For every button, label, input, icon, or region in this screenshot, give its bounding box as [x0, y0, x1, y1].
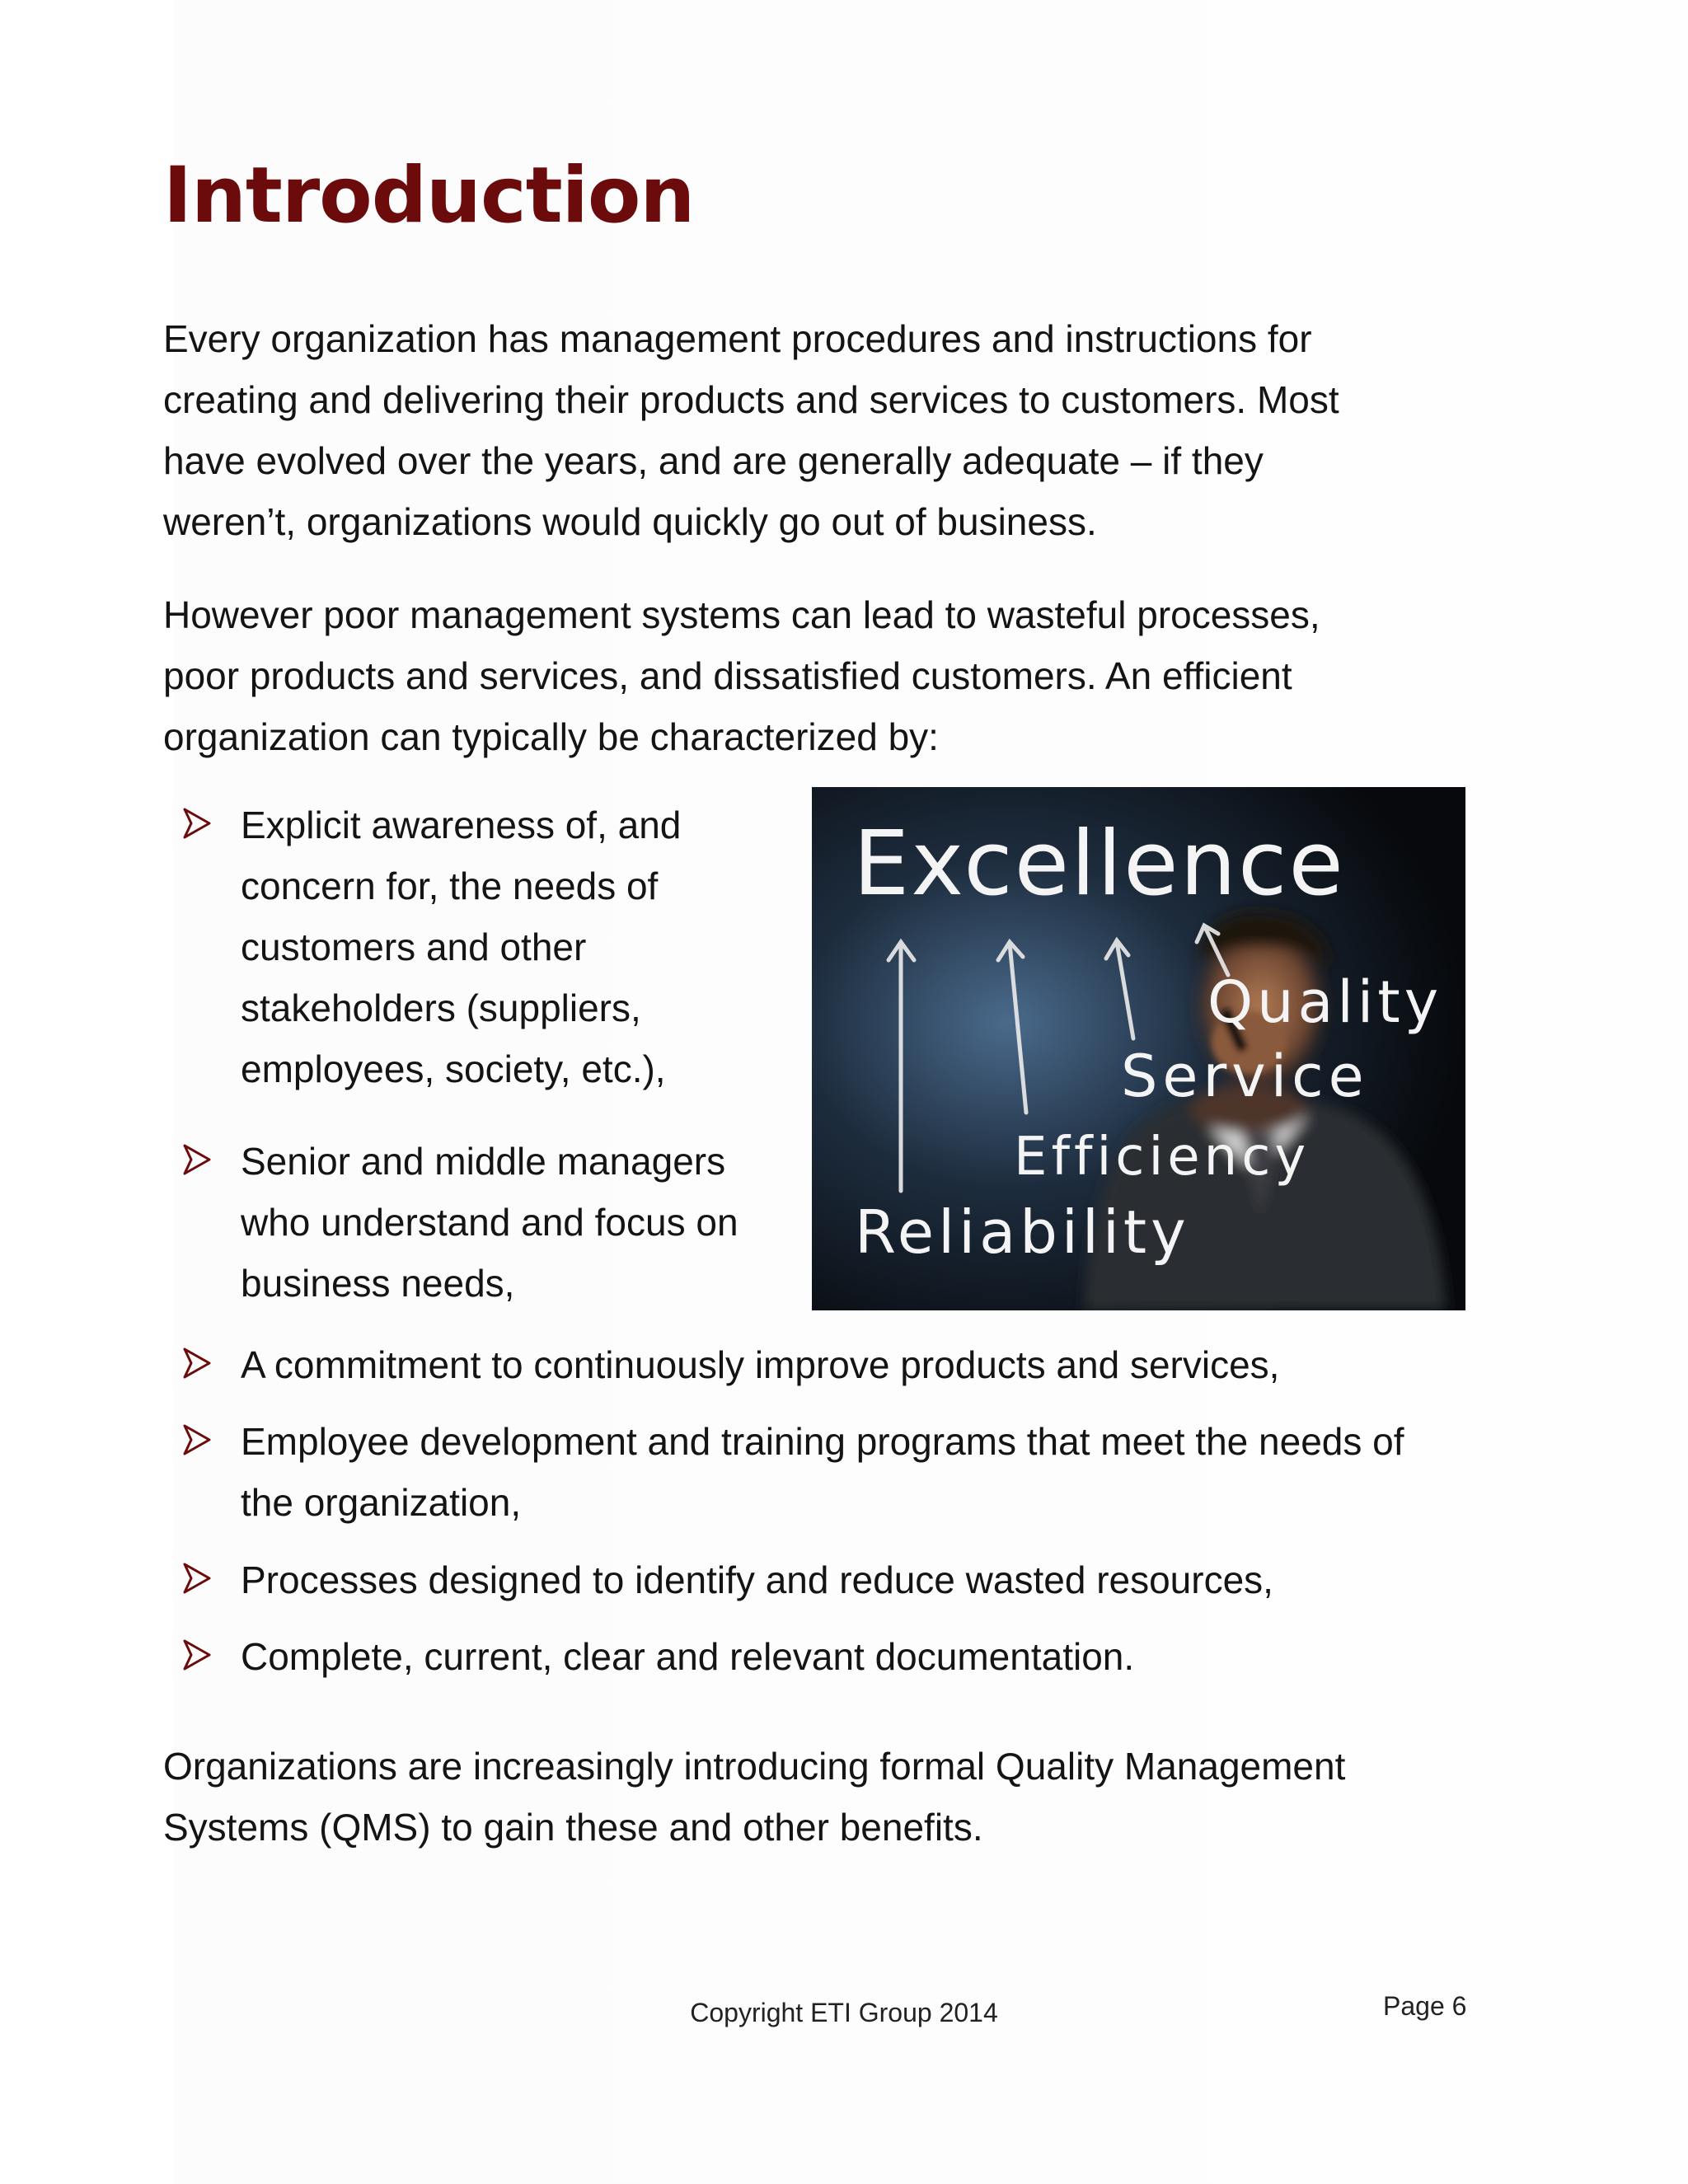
list-item-line: who understand and focus on — [241, 1201, 738, 1244]
arrowhead-bullet-icon — [183, 1563, 211, 1594]
word-quality: Quality — [1207, 968, 1443, 1036]
word-service: Service — [1121, 1043, 1369, 1110]
paragraph-line: creating and delivering their products and services to customers. Most — [163, 378, 1339, 421]
excellence-photo-graphic — [812, 787, 1465, 1310]
list-item-line: business needs, — [241, 1262, 515, 1305]
paragraph-line: However poor management systems can lead to wasteful processes, — [163, 593, 1320, 636]
paragraph-line: Organizations are increasingly introducing formal Quality Management — [163, 1745, 1346, 1788]
list-item-line: Complete, current, clear and relevant documentation. — [241, 1635, 1135, 1678]
footer-copyright: Copyright ETI Group 2014 — [690, 1998, 998, 2027]
paragraph-line: Every organization has management procedures and instructions for — [163, 317, 1312, 360]
list-item-line: Employee development and training programs that meet the needs of — [241, 1420, 1404, 1463]
word-excellence: Excellence — [853, 813, 1345, 916]
list-item-text — [241, 1131, 738, 1314]
word-efficiency: Efficiency — [1014, 1127, 1311, 1188]
list-item-line: Senior and middle managers — [241, 1140, 726, 1183]
paragraph-line: poor products and services, and dissatisfied customers. An efficient — [163, 654, 1292, 697]
list-item-line: stakeholders (suppliers, — [241, 987, 641, 1029]
list-item-line: concern for, the needs of — [241, 865, 659, 907]
paragraph-line: weren’t, organizations would quickly go out of business. — [163, 500, 1097, 543]
intro-paragraph-2 — [163, 584, 1320, 767]
list-item-line: Processes designed to identify and reduce wasted resources, — [241, 1558, 1273, 1601]
paragraph-line: Systems (QMS) to gain these and other benefits. — [163, 1806, 983, 1849]
list-item-line: Explicit awareness of, and — [241, 804, 682, 846]
footer-page-number: Page 6 — [1383, 1991, 1467, 2021]
closing-paragraph — [163, 1736, 1345, 1858]
list-item-text — [241, 794, 681, 1099]
paragraph-line: organization can typically be characterized by: — [163, 715, 939, 758]
arrowhead-bullet-icon — [183, 808, 211, 839]
word-reliability: Reliability — [855, 1197, 1190, 1267]
arrowhead-bullet-icon — [183, 1347, 211, 1379]
list-item-text — [241, 1411, 1404, 1533]
arrowhead-bullet-icon — [183, 1144, 211, 1175]
arrowhead-bullet-icon — [183, 1639, 211, 1671]
list-item-line: customers and other — [241, 926, 587, 968]
list-item-text — [241, 1549, 1273, 1610]
arrowhead-bullet-icon — [183, 1424, 211, 1455]
paragraph-line: have evolved over the years, and are generally adequate – if they — [163, 439, 1264, 482]
list-item-line: the organization, — [241, 1481, 522, 1524]
list-item-line: A commitment to continuously improve products and services, — [241, 1343, 1280, 1386]
list-item-text — [241, 1334, 1279, 1395]
list-item-line: employees, society, etc.), — [241, 1047, 666, 1090]
list-item-text — [241, 1626, 1134, 1687]
page-title: Introduction — [163, 151, 695, 241]
intro-paragraph-1 — [163, 308, 1339, 552]
excellence-photo — [812, 787, 1465, 1310]
